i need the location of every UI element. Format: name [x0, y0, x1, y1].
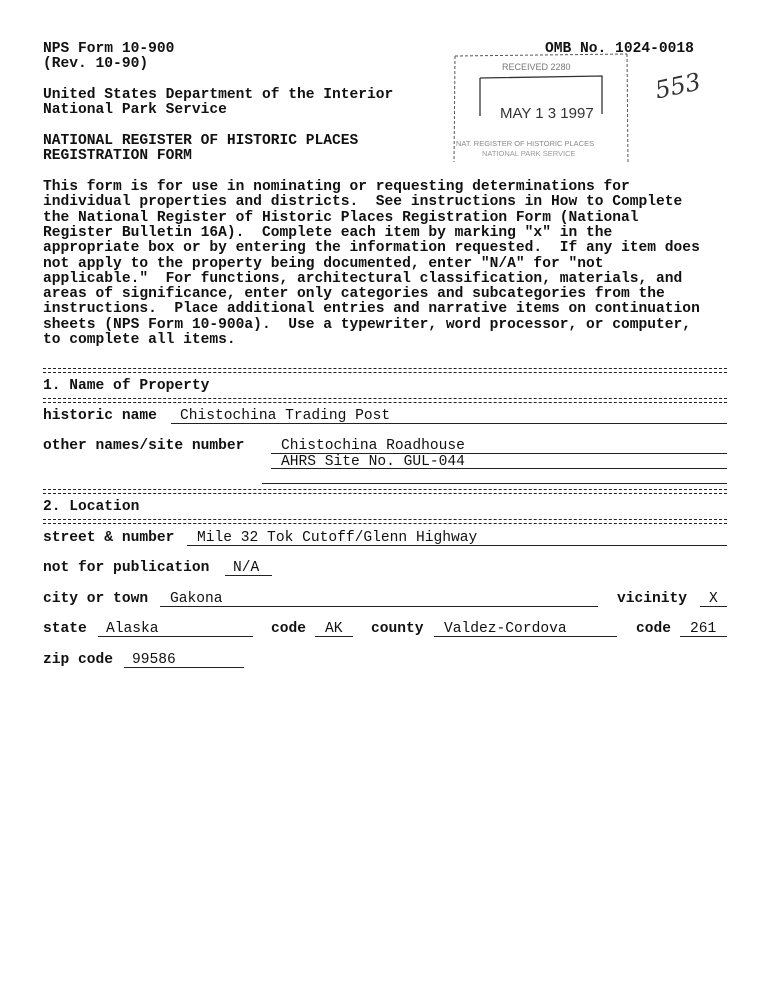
instruction-line: sheets (NPS Form 10-900a). Use a typewriter, word processor, or computer,	[43, 316, 692, 333]
instruction-line: not apply to the property being documented, enter "N/A" for "not	[43, 255, 604, 272]
historic-name-field[interactable]: Chistochina Trading Post	[180, 408, 391, 424]
zip-label: zip code	[43, 652, 114, 668]
other-names-label: other names/site number	[43, 438, 245, 454]
historic-name-label: historic name	[43, 408, 157, 424]
county-code-label: code	[636, 621, 672, 637]
form-revision: (Rev. 10-90)	[43, 56, 149, 72]
handwritten-note: 553	[652, 67, 704, 105]
instruction-line: appropriate box or by entering the information requested. If any item does	[43, 240, 700, 257]
stamp-received-text: RECEIVED 2280	[502, 62, 571, 72]
city-field[interactable]: Gakona	[170, 591, 223, 607]
received-stamp	[452, 52, 630, 164]
separator	[43, 489, 727, 494]
other-name-2-field[interactable]: AHRS Site No. GUL-044	[281, 454, 465, 470]
county-field[interactable]: Valdez-Cordova	[444, 621, 567, 637]
street-label: street & number	[43, 530, 175, 546]
county-code-field[interactable]: 261	[690, 621, 717, 637]
city-line	[160, 606, 598, 607]
instruction-line: Register Bulletin 16A). Complete each item by marking "x" in the	[43, 224, 613, 241]
stamp-line-3: NAT. REGISTER OF HISTORIC PLACES	[456, 139, 595, 148]
form-number: NPS Form 10-900	[43, 41, 175, 57]
separator	[43, 398, 727, 403]
state-field[interactable]: Alaska	[106, 621, 159, 637]
instruction-line: applicable." For functions, architectural classification, materials, and	[43, 270, 683, 287]
instruction-line: This form is for use in nominating or requesting determinations for	[43, 179, 630, 195]
other-name-1-field[interactable]: Chistochina Roadhouse	[281, 438, 465, 454]
section-2-heading: 2. Location	[43, 499, 140, 515]
other-names-line-3	[262, 483, 727, 484]
stamp-date: MAY 1 3 1997	[500, 105, 594, 122]
street-field[interactable]: Mile 32 Tok Cutoff/Glenn Highway	[197, 530, 478, 546]
form-title-1: NATIONAL REGISTER OF HISTORIC PLACES	[43, 133, 359, 149]
stamp-line-4: NATIONAL PARK SERVICE	[482, 149, 576, 158]
state-code-label: code	[271, 621, 307, 637]
vicinity-field[interactable]: X	[709, 591, 718, 607]
state-label: state	[43, 621, 87, 637]
vicinity-label: vicinity	[617, 591, 688, 607]
separator	[43, 368, 727, 373]
omb-number: OMB No. 1024-0018	[545, 41, 694, 57]
instruction-line: instructions. Place additional entries and narrative items on continuation	[43, 301, 700, 318]
service: National Park Service	[43, 102, 227, 118]
separator	[43, 519, 727, 524]
instruction-line: individual properties and districts. See instructions in How to Complete	[43, 194, 683, 211]
county-label: county	[371, 621, 424, 637]
nfp-field[interactable]: N/A	[233, 560, 260, 576]
department: United States Department of the Interior	[43, 87, 394, 103]
state-code-field[interactable]: AK	[325, 621, 343, 637]
zip-field[interactable]: 99586	[132, 652, 176, 668]
city-label: city or town	[43, 591, 149, 607]
instruction-line: to complete all items.	[43, 332, 236, 348]
form-title-2: REGISTRATION FORM	[43, 148, 192, 164]
instruction-line: the National Register of Historic Places Registration Form (National	[43, 209, 639, 226]
section-1-heading: 1. Name of Property	[43, 378, 210, 394]
nfp-label: not for publication	[43, 560, 210, 576]
instruction-line: areas of significance, enter only categories and subcategories from the	[43, 286, 665, 303]
